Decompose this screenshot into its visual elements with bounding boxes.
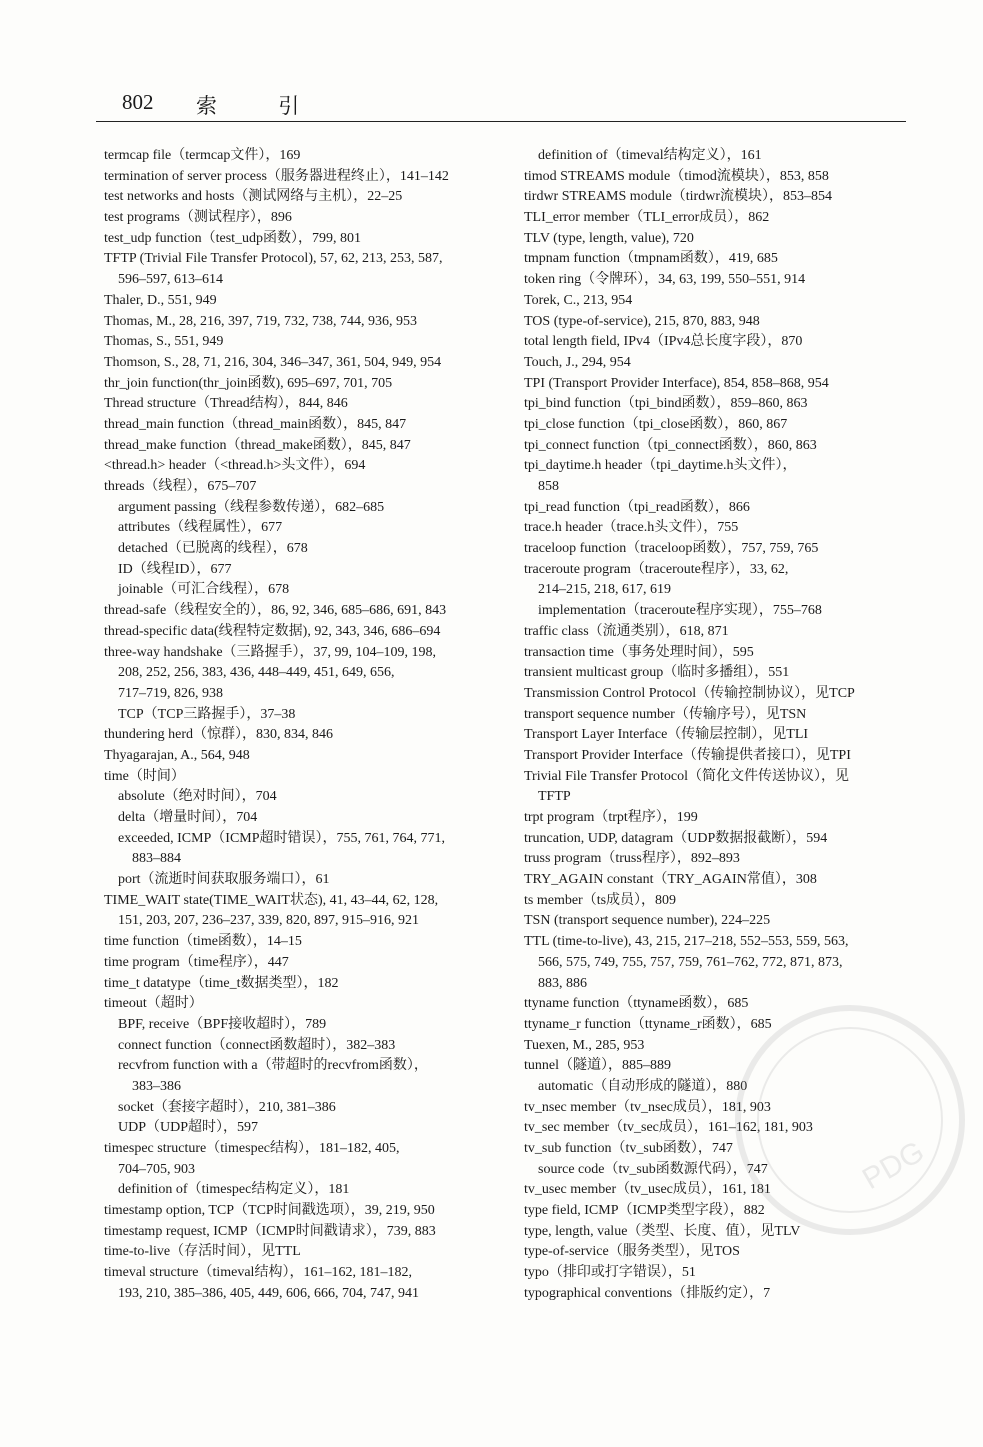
index-entry: tpi_bind function（tpi_bind函数），859–860, 863 (524, 396, 808, 412)
index-entry: timestamp request, ICMP（ICMP时间戳请求），739, 883 (104, 1223, 436, 1239)
index-entry: tmpnam function（tmpnam函数），419, 685 (524, 251, 778, 267)
index-entry: Thomas, M., 28, 216, 397, 719, 732, 738, 744, 936, 953 (104, 313, 418, 329)
index-entry: Thaler, D., 551, 949 (104, 292, 217, 308)
index-entry: ts member（ts成员），809 (524, 892, 677, 908)
index-entry: timespec structure（timespec结构），181–182, 405, (104, 1141, 400, 1156)
index-entry: time program（time程序），447 (104, 954, 289, 970)
index-column-left (104, 146, 504, 1305)
index-entry: 717–719, 826, 938 (118, 685, 223, 701)
index-entry: Transport Provider Interface（传输提供者接口），见TPI (524, 747, 851, 763)
index-entry: ttyname_r function（ttyname_r函数），685 (524, 1016, 772, 1032)
index-entry: TPI (Transport Provider Interface), 854, 858–868, 954 (524, 375, 829, 391)
index-entry: trace.h header（trace.h头文件），755 (524, 520, 739, 536)
index-entry: test networks and hosts（测试网络与主机），22–25 (104, 189, 403, 205)
index-entry: tv_sub function（tv_sub函数），747 (524, 1141, 733, 1156)
index-entry: threads（线程），675–707 (104, 479, 257, 494)
index-entry: source code（tv_sub函数源代码），747 (538, 1161, 768, 1177)
index-entry: <thread.h> header（<thread.h>头文件），694 (104, 458, 366, 474)
index-entry: TLI_error member（TLI_error成员），862 (524, 210, 770, 226)
index-entry: 566, 575, 749, 755, 757, 759, 761–762, 772, 871, 873, (538, 954, 843, 970)
index-entry: 704–705, 903 (118, 1161, 195, 1177)
index-entry: 883, 886 (538, 975, 587, 991)
index-entry: absolute（绝对时间），704 (118, 789, 277, 805)
index-entry: type field, ICMP（ICMP类型字段），882 (524, 1203, 765, 1219)
index-entry: 596–597, 613–614 (118, 272, 223, 288)
index-entry: type-of-service（服务类型），见TOS (524, 1244, 740, 1260)
index-entry: TIME_WAIT state(TIME_WAIT状态), 41, 43–44, 62, 128, (104, 892, 439, 908)
index-entry: Trivial File Transfer Protocol（简化文件传送协议），见 (524, 768, 849, 784)
index-entry: definition of（timeval结构定义），161 (538, 148, 762, 163)
index-entry: TFTP (Trivial File Transfer Protocol), 57, 62, 213, 253, 587, (104, 251, 443, 267)
index-entry: transient multicast group（临时多播组），551 (524, 665, 790, 681)
index-entry: type, length, value（类型、长度、值），见TLV (524, 1223, 801, 1239)
index-entry: TLV (type, length, value), 720 (524, 230, 694, 246)
index-entry: traceloop function（traceloop函数），757, 759, 765 (524, 541, 819, 557)
index-entry: test programs（测试程序），896 (104, 210, 292, 226)
index-entry: Thread structure（Thread结构），844, 846 (104, 396, 348, 412)
index-entry: thundering herd（惊群），830, 834, 846 (104, 727, 334, 743)
index-entry: truncation, UDP, datagram（UDP数据报截断），594 (524, 830, 828, 846)
index-entry: Torek, C., 213, 954 (524, 292, 633, 308)
index-entry: UDP（UDP超时），597 (118, 1120, 259, 1136)
header-rule (96, 121, 906, 122)
index-entry: tpi_connect function（tpi_connect函数），860, 863 (524, 437, 817, 453)
index-entry: automatic（自动形成的隧道），880 (538, 1078, 748, 1094)
index-entry: typo（排印或打字错误），51 (524, 1265, 696, 1281)
index-entry: tv_usec member（tv_usec成员），161, 181 (524, 1182, 771, 1198)
index-entry: Transport Layer Interface（传输层控制），见TLI (524, 727, 809, 743)
index-entry: attributes（线程属性），677 (118, 520, 283, 536)
index-entry: termination of server process（服务器进程终止），141–142 (104, 168, 449, 184)
index-entry: connect function（connect函数超时），382–383 (118, 1037, 396, 1053)
index-entry: thread-specific data(线程特定数据), 92, 343, 346, 686–694 (104, 623, 441, 639)
index-entry: delta（增量时间），704 (118, 810, 258, 825)
index-entry: tpi_daytime.h header（tpi_daytime.h头文件）， (524, 458, 797, 474)
index-entry: Touch, J., 294, 954 (524, 354, 631, 370)
index-entry: ID（线程ID），677 (118, 561, 232, 577)
index-entry: socket（套接字超时），210, 381–386 (118, 1099, 336, 1115)
index-column-right (524, 146, 924, 1305)
index-entry: Tuexen, M., 285, 953 (524, 1037, 645, 1053)
index-entry: definition of（timespec结构定义），181 (118, 1182, 350, 1198)
index-entry: tirdwr STREAMS module（tirdwr流模块），853–854 (524, 189, 832, 205)
index-entry: 858 (538, 479, 559, 494)
index-entry: time_t datatype（time_t数据类型），182 (104, 975, 339, 991)
index-entry: TFTP (538, 789, 571, 805)
page-header (96, 90, 906, 122)
section-title: 索 引 (196, 94, 328, 118)
index-entry: typographical conventions（排版约定），7 (524, 1285, 771, 1301)
index-entry: 883–884 (132, 851, 181, 867)
index-entry: TOS (type-of-service), 215, 870, 883, 948 (524, 313, 760, 329)
index-entry: Transmission Control Protocol（传输控制协议），见TCP (524, 685, 855, 701)
index-entry: timestamp option, TCP（TCP时间戳选项），39, 219, 950 (104, 1203, 435, 1219)
index-entry: Thyagarajan, A., 564, 948 (104, 747, 250, 763)
index-entry: traceroute program（traceroute程序），33, 62, (524, 561, 789, 577)
index-entry: TRY_AGAIN constant（TRY_AGAIN常值），308 (524, 872, 817, 888)
index-entry: token ring（令牌环），34, 63, 199, 550–551, 914 (524, 272, 806, 288)
index-entry: 193, 210, 385–386, 405, 449, 606, 666, 704, 747, 941 (118, 1285, 419, 1301)
index-entry: time function（time函数），14–15 (104, 934, 302, 950)
index-entry: Thomson, S., 28, 71, 216, 304, 346–347, 361, 504, 949, 954 (104, 354, 442, 370)
index-entry: tpi_close function（tpi_close函数），860, 867 (524, 416, 788, 432)
index-entry: tpi_read function（tpi_read函数），866 (524, 499, 750, 515)
index-entry: tv_sec member（tv_sec成员），161–162, 181, 903 (524, 1120, 813, 1136)
index-entry: trpt program（trpt程序），199 (524, 810, 698, 825)
index-entry: termcap file（termcap文件），169 (104, 148, 301, 163)
watermark-text: PDG (857, 1134, 930, 1197)
index-entry: 208, 252, 256, 383, 436, 448–449, 451, 649, 656, (118, 665, 395, 681)
index-entry: implementation（traceroute程序实现），755–768 (538, 603, 822, 619)
index-entry: tunnel（隧道），885–889 (524, 1058, 671, 1074)
index-entry: timeval structure（timeval结构），161–162, 181–182, (104, 1265, 412, 1281)
index-entry: ttyname function（ttyname函数），685 (524, 996, 749, 1012)
index-entry: joinable（可汇合线程），678 (118, 582, 290, 598)
index-entry: timeout（超时） (104, 996, 203, 1012)
index-entry: traffic class（流通类别），618, 871 (524, 623, 729, 639)
index-entry: exceeded, ICMP（ICMP超时错误），755, 761, 764, 771, (118, 830, 446, 846)
index-entry: three-way handshake（三路握手），37, 99, 104–109, 198, (104, 644, 437, 660)
index-entry: thr_join function(thr_join函数), 695–697, 701, 705 (104, 375, 393, 391)
index-entry: time-to-live（存活时间），见TTL (104, 1244, 301, 1260)
index-entry: TCP（TCP三路握手），37–38 (118, 706, 296, 722)
index-entry: total length field, IPv4（IPv4总长度字段），870 (524, 334, 803, 350)
index-entry: thread_main function（thread_main函数），845, 847 (104, 416, 407, 432)
index-entry: port（流逝时间获取服务端口），61 (118, 872, 330, 888)
page-number: 802 (122, 90, 154, 114)
index-entry: argument passing（线程参数传递），682–685 (118, 499, 385, 515)
index-entry: thread_make function（thread_make函数），845, 847 (104, 437, 411, 453)
index-entry: thread-safe（线程安全的），86, 92, 346, 685–686, 691, 843 (104, 603, 447, 619)
index-entry: tv_nsec member（tv_nsec成员），181, 903 (524, 1099, 771, 1115)
index-entry: recvfrom function with a（带超时的recvfrom函数）， (118, 1058, 428, 1074)
index-entry: 383–386 (132, 1078, 181, 1094)
index-entry: transaction time（事务处理时间），595 (524, 644, 754, 660)
index-entry: TTL (time-to-live), 43, 215, 217–218, 552–553, 559, 563, (524, 934, 849, 950)
index-entry: transport sequence number（传输序号），见TSN (524, 706, 807, 722)
index-entry: BPF, receive（BPF接收超时），789 (118, 1016, 327, 1032)
index-entry: TSN (transport sequence number), 224–225 (524, 913, 771, 929)
index-entry: truss program（truss程序），892–893 (524, 851, 740, 867)
index-entry: timod STREAMS module（timod流模块），853, 858 (524, 168, 829, 184)
index-entry: time（时间） (104, 768, 185, 784)
index-entry: 151, 203, 207, 236–237, 339, 820, 897, 915–916, 921 (118, 913, 419, 929)
index-entry: Thomas, S., 551, 949 (104, 334, 224, 350)
index-entry: detached（已脱离的线程），678 (118, 541, 308, 557)
index-entry: 214–215, 218, 617, 619 (538, 582, 671, 598)
index-entry: test_udp function（test_udp函数），799, 801 (104, 230, 362, 246)
